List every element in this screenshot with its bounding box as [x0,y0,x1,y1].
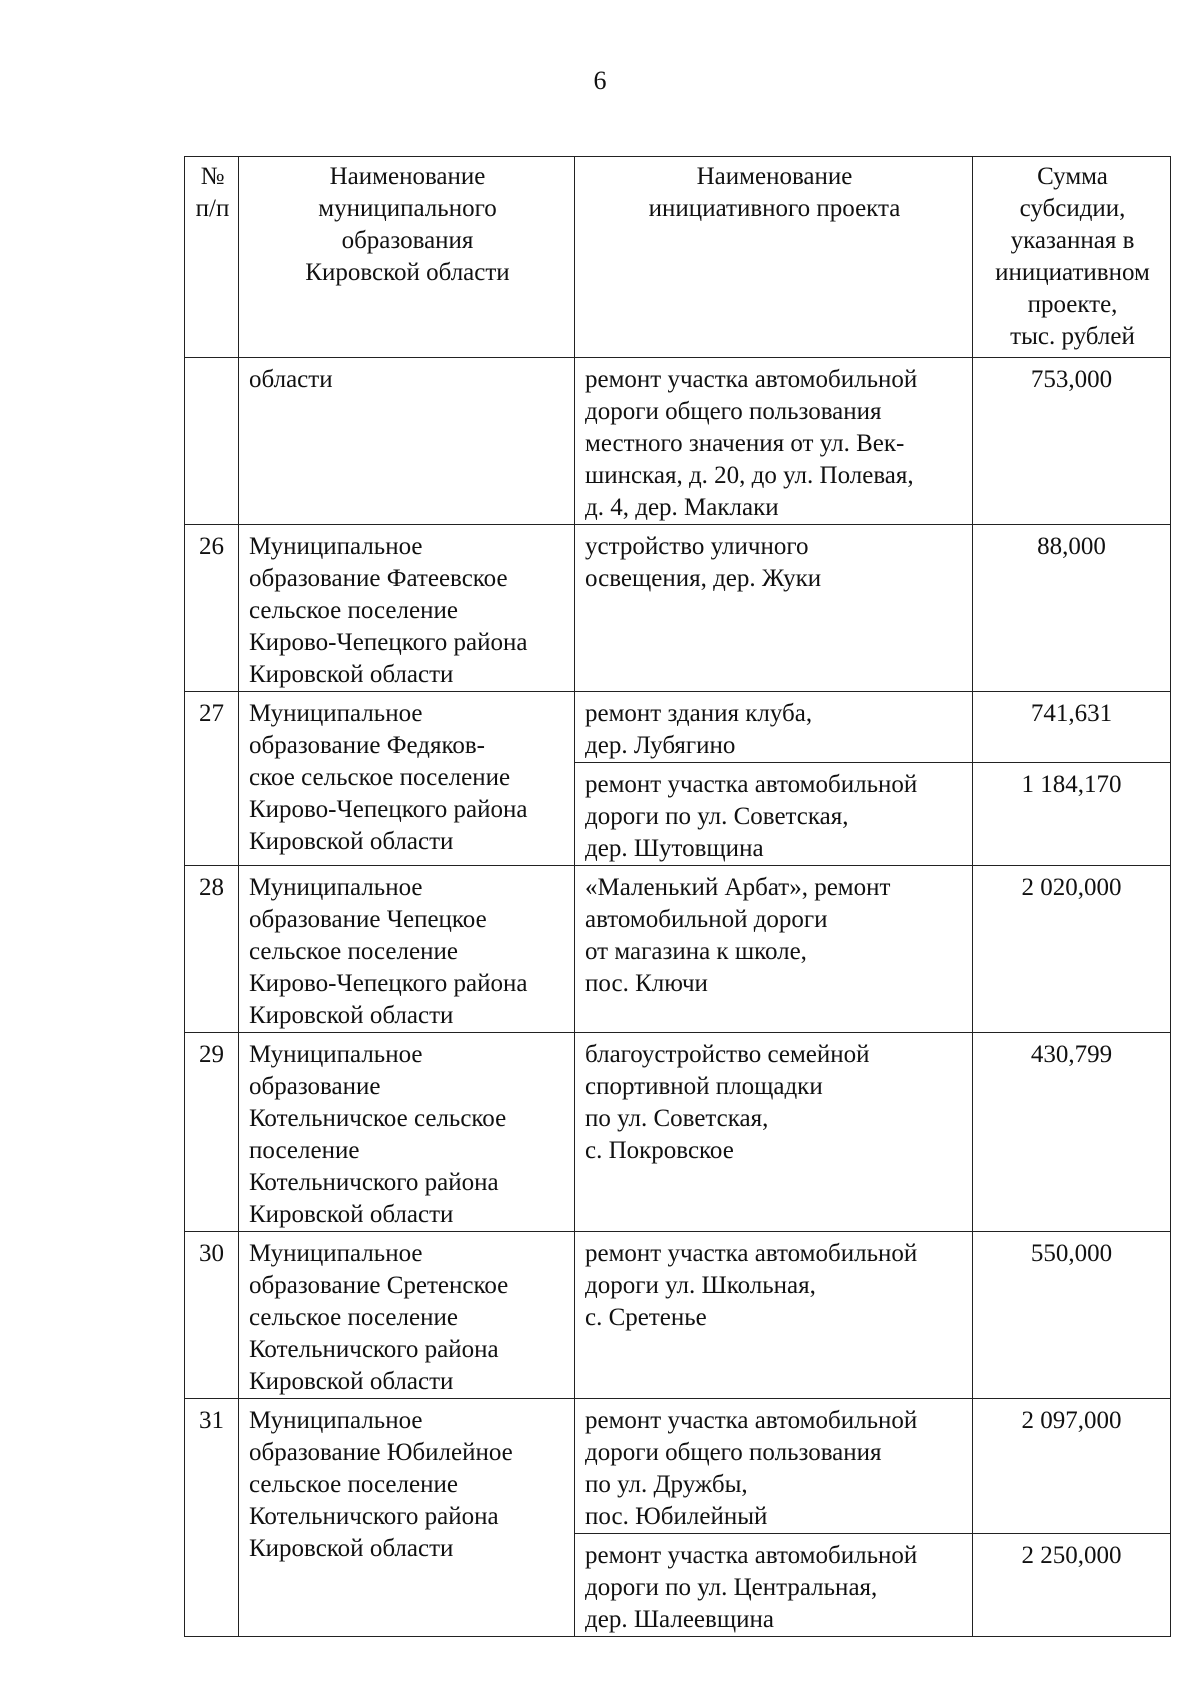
table-row [185,1232,1171,1399]
table-row [185,525,1171,692]
subsidy-table [184,156,1171,1637]
header-project: Наименование инициативного проекта [575,157,973,358]
row-num [185,358,239,525]
header-num: № п/п [185,157,239,358]
row-sum: 753,000 [973,358,1171,525]
table-row [185,1033,1171,1232]
row-municipality: области [239,358,575,525]
table-row [185,1399,1171,1534]
row-project: ремонт участка автомобильной дороги общего пользования по ул. Дружбы, пос. Юбилейный [575,1399,973,1534]
page-number: 6 [593,66,607,95]
row-sum: 430,799 [973,1033,1171,1232]
row-project: ремонт участка автомобильной дороги общего пользования местного значения от ул. Век- шинская, д. 20, до ул. Полевая, д. 4, дер. Маклаки [575,358,973,525]
table-row [185,358,1171,525]
row-project: ремонт здания клуба, дер. Лубягино [575,692,973,763]
row-municipality: Муниципальное образование Котельничское сельское поселение Котельничского района Кировской области [239,1033,575,1232]
row-sum: 2 250,000 [973,1534,1171,1637]
row-municipality: Муниципальное образование Чепецкое сельское поселение Кирово-Чепецкого района Кировской области [239,866,575,1033]
header-municipality: Наименование муниципального образования Кировской области [239,157,575,358]
row-sum: 2 020,000 [973,866,1171,1033]
row-municipality: Муниципальное образование Сретенское сельское поселение Котельничского района Кировской области [239,1232,575,1399]
row-num: 31 [185,1399,239,1637]
row-sum: 1 184,170 [973,763,1171,866]
row-num: 28 [185,866,239,1033]
row-project: ремонт участка автомобильной дороги ул. Школьная, с. Сретенье [575,1232,973,1399]
row-num: 30 [185,1232,239,1399]
row-sum: 2 097,000 [973,1399,1171,1534]
row-sum: 550,000 [973,1232,1171,1399]
row-sum: 741,631 [973,692,1171,763]
header-sum: Сумма субсидии, указанная в инициативном проекте, тыс. рублей [973,157,1171,358]
table-row [185,866,1171,1033]
row-project: «Маленький Арбат», ремонт автомобильной дороги от магазина к школе, пос. Ключи [575,866,973,1033]
row-project: благоустройство семейной спортивной площадки по ул. Советская, с. Покровское [575,1033,973,1232]
row-num: 27 [185,692,239,866]
row-sum: 88,000 [973,525,1171,692]
row-project: устройство уличного освещения, дер. Жуки [575,525,973,692]
row-project: ремонт участка автомобильной дороги по ул. Советская, дер. Шутовщина [575,763,973,866]
row-municipality: Муниципальное образование Федяков- ское сельское поселение Кирово-Чепецкого района Кировской области [239,692,575,866]
table-row [185,692,1171,763]
row-project: ремонт участка автомобильной дороги по ул. Центральная, дер. Шалеевщина [575,1534,973,1637]
row-num: 29 [185,1033,239,1232]
row-municipality: Муниципальное образование Юбилейное сельское поселение Котельничского района Кировской области [239,1399,575,1637]
row-municipality: Муниципальное образование Фатеевское сельское поселение Кирово-Чепецкого района Кировской области [239,525,575,692]
row-num: 26 [185,525,239,692]
table-header-row [185,157,1171,358]
